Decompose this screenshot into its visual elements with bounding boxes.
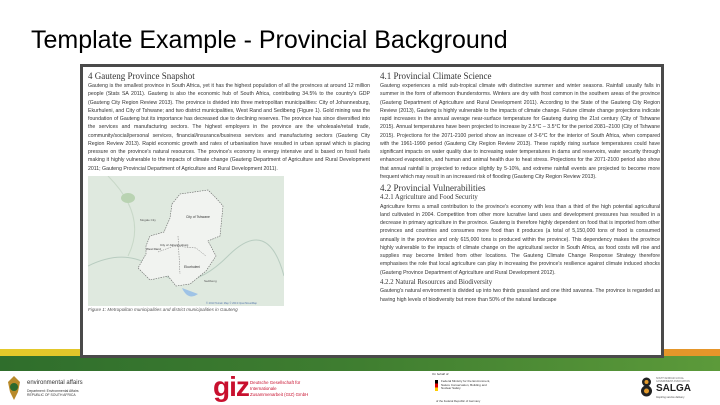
decorative-band-green	[0, 356, 720, 371]
subsection-heading: 4.2.2 Natural Resources and Biodiversity	[380, 278, 493, 286]
subsection-heading: 4.2.1 Agriculture and Food Security	[380, 194, 478, 201]
right-column	[380, 71, 660, 304]
figure-caption: Figure 1: Metropolitan municipalities and district municipalities in Gauteng	[88, 306, 238, 312]
map-label: City of Tshwane	[186, 214, 210, 219]
salga-logo: SALGA	[656, 383, 691, 394]
dea-subtitle: Department: Environmental Affairs REPUBLIC OF SOUTH AFRICA	[27, 389, 79, 397]
map-attribution: © 2013 Terrain Map © 2013 OpenStreetMap	[206, 301, 257, 305]
map-label: City of Johannesburg	[160, 242, 189, 247]
paragraph: Gauteng's natural environment is divided up into two thirds grassland and one third savanna. The province is regarded as having high levels of biodiversity but more than 50% of the natural landscape	[380, 288, 660, 303]
salga-emblem-icon	[640, 377, 653, 397]
giz-logo: giz	[213, 371, 249, 402]
paragraph: Gauteng experiences a mild sub-tropical climate with distinctive summer and winter seasons. Rainfall usually falls in summer in the form of afternoon thunderstorms. Winters are dry with frost common in the southern areas of the province (Gauteng Department of Agriculture and Rural Development 2011). According to the State of the Gauteng City Region Review (2013), Gauteng is highly vulnerable to the impacts of climate change. Future climate change projections indicate rapid increases in the annual average near-surface temperature for Gauteng during the 21st century (City of Tshwane 2015). Annual temperatures have been projected to increase by 2.5°C – 3.5°C for the period 2081–2100 (City of Tshwane 2015). Projections for the 2071-2100 period show an increase of 3-6°C for the interior of South Africa, when compared with the 1961-1990 period (Gauteng City Region Review 2013). These rapidly rising surface temperatures could have significant impacts on water quality due to increasing water temperatures in dams and reservoirs, water security through enhanced evaporation, and human and animal health due to heat stress. Projections for the 2071-2100 period also show that annual rainfall is projected to reduce slightly by 5-10%, and extreme rainfall events are projected to become more frequent which may result in an increased risk of flooding (Gauteng City Region Review 2013).	[380, 83, 660, 180]
map-label: West Rand	[146, 246, 161, 251]
map-label: Ekurhuleni	[184, 264, 201, 269]
salga-subtitle: SOUTH AFRICAN LOCAL GOVERNMENT ASSOCIATION	[656, 377, 690, 383]
document-excerpt	[80, 64, 664, 358]
german-flag-icon	[435, 380, 438, 391]
paragraph: Gauteng is the smallest province in South Africa, yet it has the highest population of all the provinces at around 12 million people (Stats SA 2011). Gauteng is also the economic hub of South Africa, contributing 34.5% to the country's GDP (Gauteng City Region Review 2013). The province is divided into three metropolitan municipalities: City of Johannesburg, Ekurhuleni, and City of Tshwane; and two district municipalities, West Rand and Sedibeng (Figure 1). Gold mining was the foundation of Gauteng but its importance has decreased due to declining reserves. The province has since diversified into the services and manufacturing sectors. The highest employers in the province are the wholesale/retail trade, community/social/personal services, financial/insurance/business services and manufacturing sectors (Gauteng City Region Review 2013). Rapid economic growth and rates of urbanisation have resulted in urban sprawl which is placing pressure on the province's natural resources. The province's economy is energy intensive and is based on fossil fuels making it highly vulnerable to the impacts of climate change (Gauteng Department of Agriculture and Rural Development 2011; Gauteng Provincial Department of Agriculture and Rural Development 2011).	[88, 83, 370, 172]
salga-tagline: Inspiring service delivery	[656, 396, 685, 399]
bmub-on-behalf: On behalf of:	[432, 372, 450, 376]
slide-title: Template Example - Provincial Background	[31, 26, 508, 54]
dea-name: environmental affairs	[27, 380, 83, 386]
map-label: Mogale City	[140, 217, 156, 222]
section-heading: 4 Gauteng Province Snapshot	[88, 71, 195, 81]
gauteng-map	[88, 176, 284, 306]
giz-text: Deutsche Gesellschaft für Internationale Zusammenarbeit (GIZ) GmbH	[250, 380, 309, 397]
section-heading: 4.1 Provincial Climate Science	[380, 71, 492, 81]
section-heading: 4.2 Provincial Vulnerabilities	[380, 183, 486, 193]
bmub-text: Federal Ministry for the Environment, Nature Conservation, Building and Nuclear Safety	[441, 379, 491, 391]
paragraph: Agriculture forms a small contribution to the province's economy with less than a third of the high potential agricultural land cultivated in 2004. Competition from other more lucrative land uses and development pressures has resulted in a decrease in primary agriculture in the province. Gauteng is therefore highly dependent on food that is imported from other provinces and countries and consumes more food than it produces (a total of 5,150,000 tons of food is consumed annually in the province and only 615,000 tons is produced within the province). This dependency makes the province highly vulnerable to the impacts of climate change on the agricultural sector in South Africa, as food costs will rise and supplies may become limited from other locations. The Gauteng Climate Change Response Strategy therefore emphasises the role that local agriculture can play in increasing the province's resilience against climate induced shocks (Gauteng Province Department of Agriculture and Rural Development 2012).	[380, 203, 660, 276]
left-column	[88, 71, 370, 314]
coat-of-arms-icon	[4, 374, 24, 402]
bmub-bottom: of the Federal Republic of Germany	[436, 399, 481, 403]
map-label: Sedibeng	[204, 278, 217, 283]
